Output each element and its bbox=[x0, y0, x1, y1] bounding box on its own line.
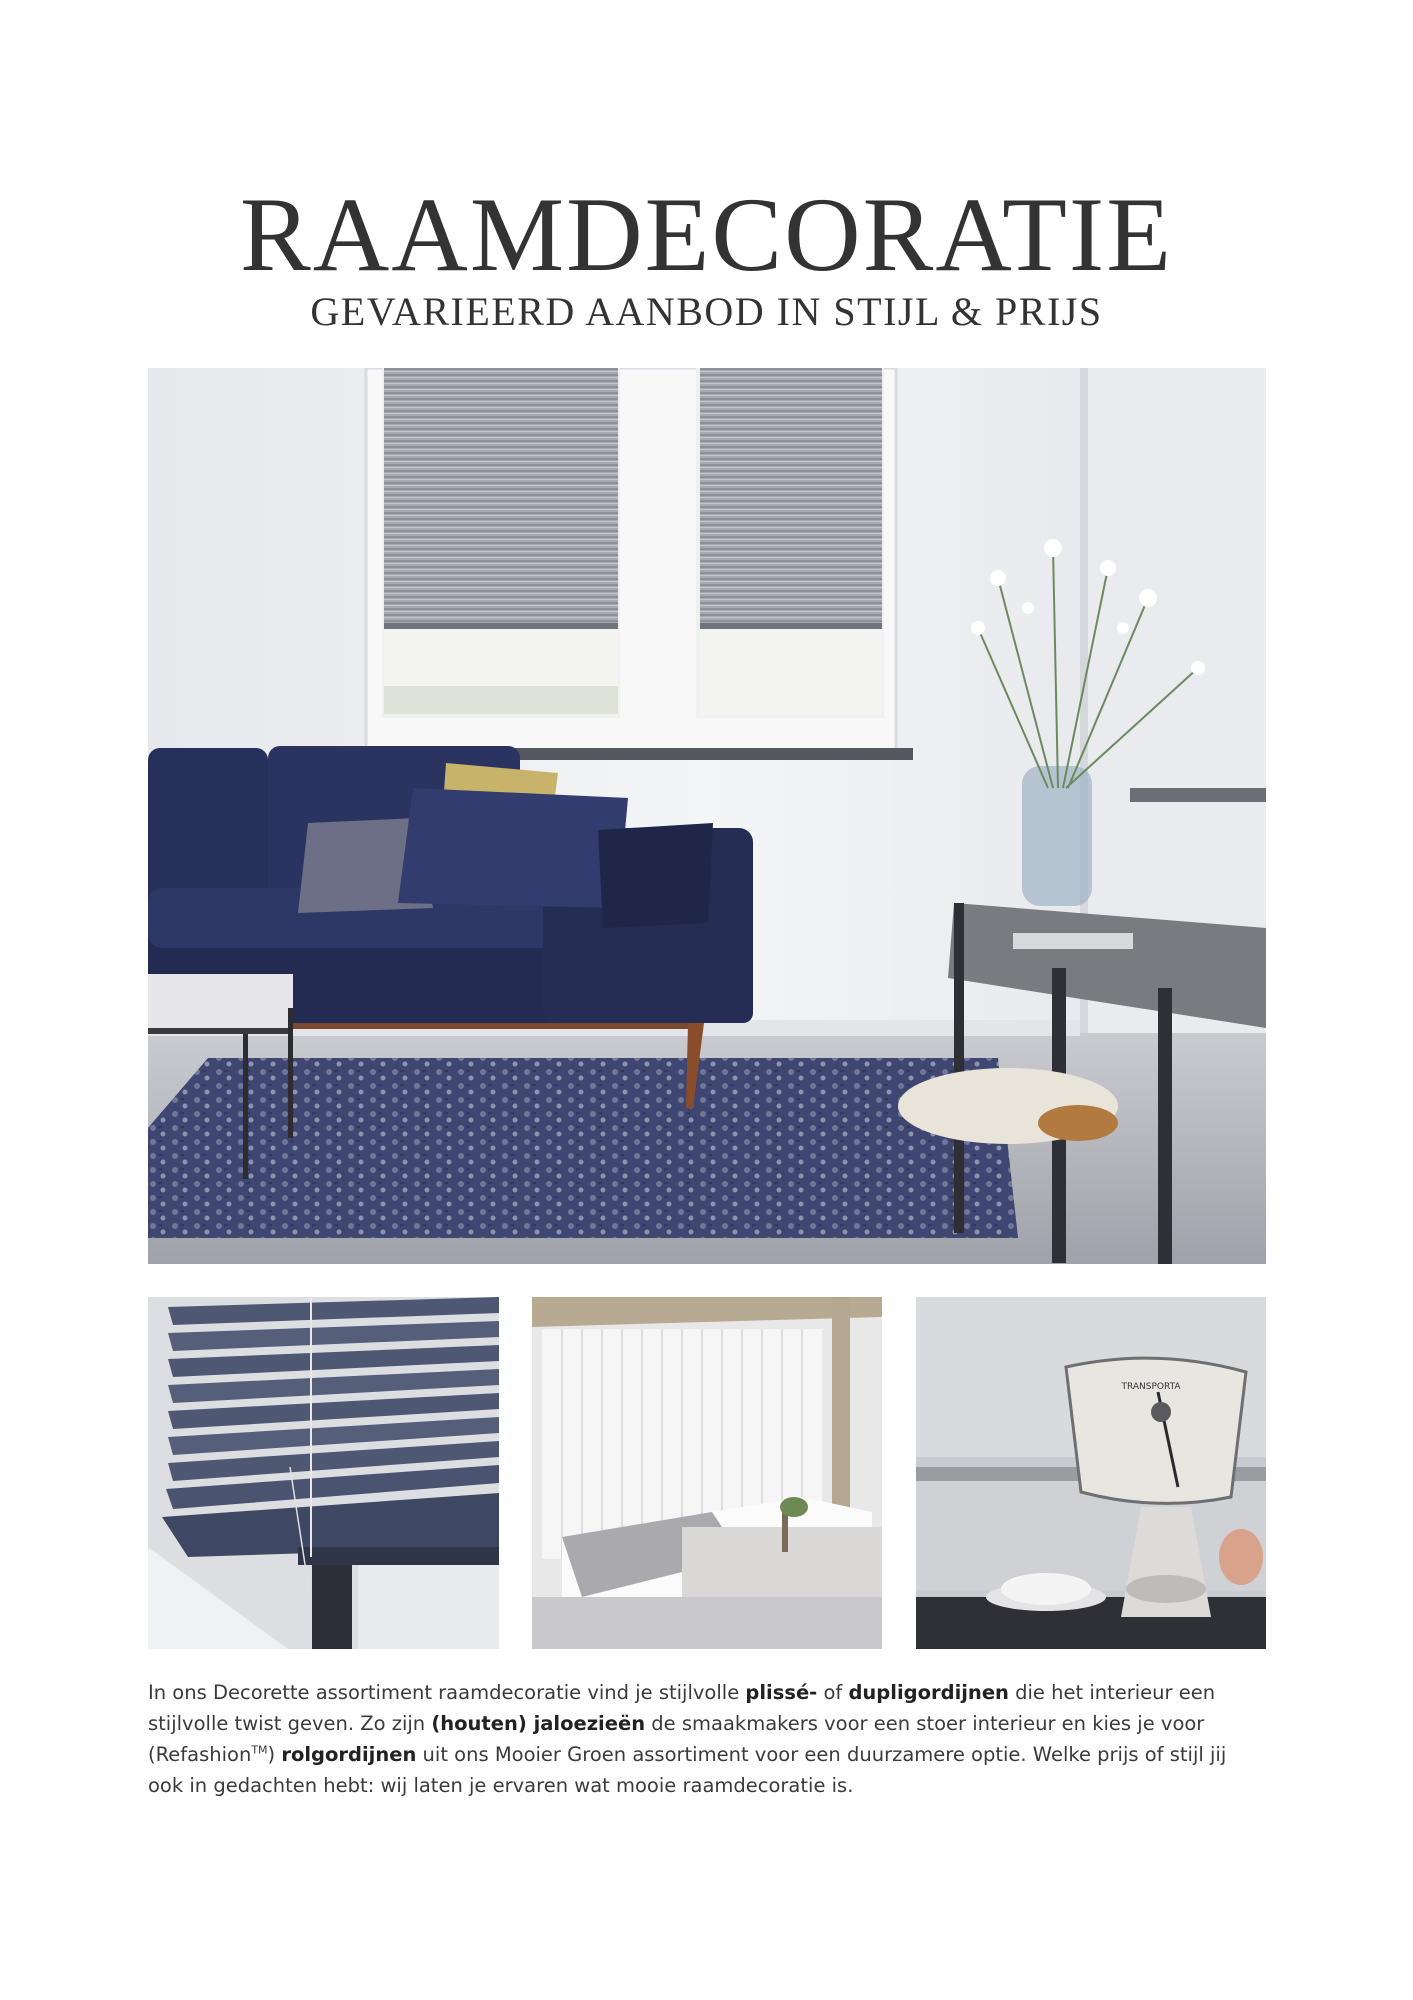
body-bold-dupligordijnen: dupligordijnen bbox=[848, 1681, 1009, 1704]
body-bold-jaloezieen: (houten) jaloezieën bbox=[431, 1712, 646, 1735]
scale-brand-label: TRANSPORTA bbox=[1121, 1382, 1181, 1392]
hero-living-room-photo bbox=[148, 368, 1266, 1264]
page-title: RAAMDECORATIE bbox=[240, 176, 1173, 293]
body-text-segment: ) bbox=[267, 1743, 282, 1766]
venetian-blinds-photo bbox=[148, 1297, 499, 1649]
body-text-segment: die het interieur een stijlvolle twist geven. Zo zijn bbox=[148, 1681, 1216, 1735]
body-text-segment: In ons Decorette assortiment raamdecoratie vind je stijlvolle bbox=[148, 1681, 746, 1704]
body-text-segment: of bbox=[817, 1681, 849, 1704]
kitchen-scale-roller-blind-photo bbox=[916, 1297, 1266, 1649]
bedroom-vertical-blinds-photo bbox=[532, 1297, 882, 1649]
page-subtitle: GEVARIEERD AANBOD IN STIJL & PRIJS bbox=[310, 289, 1103, 334]
trademark-mark: TM bbox=[251, 1743, 268, 1757]
body-bold-plisse: plissé- bbox=[745, 1681, 818, 1704]
body-text-segment: de smaakmakers voor een stoer interieur en kies je voor (Refashion bbox=[148, 1712, 1205, 1766]
body-bold-rolgordijnen: rolgordijnen bbox=[281, 1743, 417, 1766]
body-paragraph bbox=[148, 1677, 1266, 1801]
body-text-segment: uit ons Mooier Groen assortiment voor een duurzamere optie. Welke prijs of stijl jij ook in gedachten hebt: wij laten je ervaren wat mooie raamdecoratie is. bbox=[148, 1743, 1227, 1797]
